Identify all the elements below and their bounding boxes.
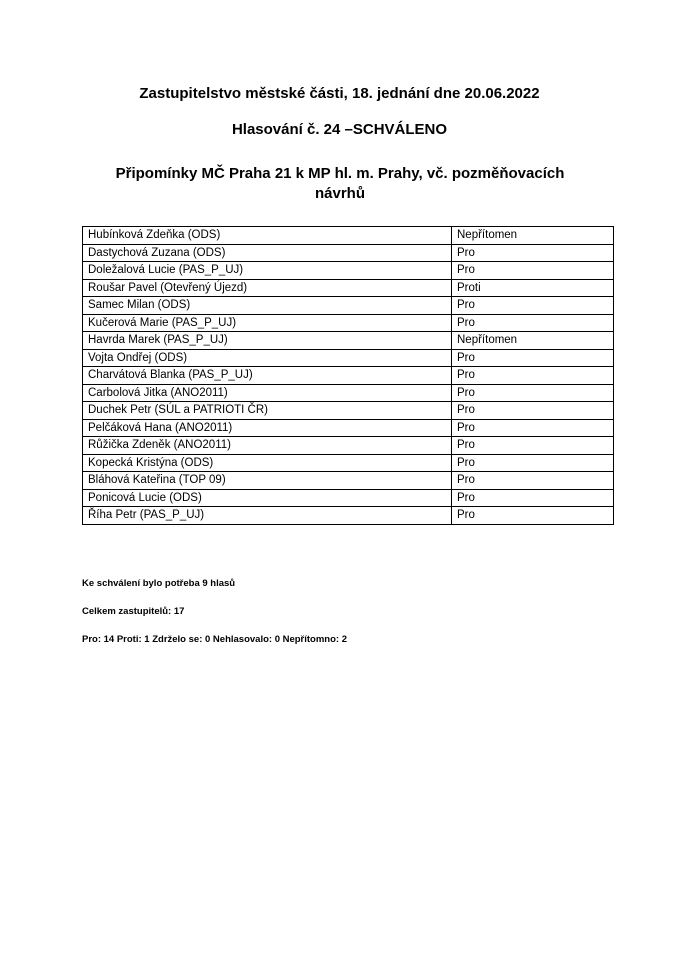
vote-result-summary: Pro: 14 Proti: 1 Zdrželo se: 0 Nehlasovalo: 0 Nepřítomno: 2: [82, 634, 348, 645]
member-vote: Pro: [452, 402, 614, 420]
member-vote: Pro: [452, 472, 614, 490]
member-name: Ponicová Lucie (ODS): [83, 489, 452, 507]
required-votes: Ke schválení bylo potřeba 9 hlasů: [82, 578, 236, 589]
session-title: Zastupitelstvo městské části, 18. jednání dne 20.06.2022: [139, 85, 540, 102]
member-vote: Pro: [452, 314, 614, 332]
table-row: [83, 279, 614, 297]
member-vote: Pro: [452, 262, 614, 280]
table-row: [83, 402, 614, 420]
table-row: [83, 507, 614, 525]
member-name: Dastychová Zuzana (ODS): [83, 244, 452, 262]
member-vote: Pro: [452, 454, 614, 472]
member-name: Duchek Petr (SÚL a PATRIOTI ČR): [83, 402, 452, 420]
table-row: [83, 262, 614, 280]
member-name: Kučerová Marie (PAS_P_UJ): [83, 314, 452, 332]
member-vote: Nepřítomen: [452, 332, 614, 350]
member-vote: Pro: [452, 437, 614, 455]
member-name: Charvátová Blanka (PAS_P_UJ): [83, 367, 452, 385]
table-row: [83, 489, 614, 507]
member-vote: Pro: [452, 507, 614, 525]
table-row: [83, 244, 614, 262]
table-row: [83, 227, 614, 245]
vote-title: Hlasování č. 24 –SCHVÁLENO: [231, 121, 448, 138]
table-row: [83, 314, 614, 332]
member-name: Bláhová Kateřina (TOP 09): [83, 472, 452, 490]
member-name: Havrda Marek (PAS_P_UJ): [83, 332, 452, 350]
member-name: Samec Milan (ODS): [83, 297, 452, 315]
member-vote: Pro: [452, 367, 614, 385]
member-name: Roušar Pavel (Otevřený Újezd): [83, 279, 452, 297]
table-row: [83, 349, 614, 367]
member-name: Růžička Zdeněk (ANO2011): [83, 437, 452, 455]
table-row: [83, 419, 614, 437]
total-members: Celkem zastupitelů: 17: [82, 606, 185, 617]
table-row: [83, 332, 614, 350]
member-name: Hubínková Zdeňka (ODS): [83, 227, 452, 245]
member-name: Kopecká Kristýna (ODS): [83, 454, 452, 472]
member-name: Doležalová Lucie (PAS_P_UJ): [83, 262, 452, 280]
member-vote: Pro: [452, 384, 614, 402]
member-name: Carbolová Jitka (ANO2011): [83, 384, 452, 402]
table-row: [83, 297, 614, 315]
member-vote: Pro: [452, 349, 614, 367]
vote-subject: Připomínky MČ Praha 21 k MP hl. m. Prahy, vč. pozměňovacích návrhů: [115, 165, 565, 202]
table-row: [83, 384, 614, 402]
member-name: Vojta Ondřej (ODS): [83, 349, 452, 367]
table-row: [83, 454, 614, 472]
member-vote: Pro: [452, 419, 614, 437]
table-row: [83, 472, 614, 490]
member-name: Říha Petr (PAS_P_UJ): [83, 507, 452, 525]
member-vote: Pro: [452, 297, 614, 315]
member-vote: Pro: [452, 489, 614, 507]
member-vote: Nepřítomen: [452, 227, 614, 245]
table-row: [83, 367, 614, 385]
member-vote: Pro: [452, 244, 614, 262]
member-name: Pelčáková Hana (ANO2011): [83, 419, 452, 437]
table-row: [83, 437, 614, 455]
member-vote: Proti: [452, 279, 614, 297]
votes-table: [82, 226, 614, 525]
